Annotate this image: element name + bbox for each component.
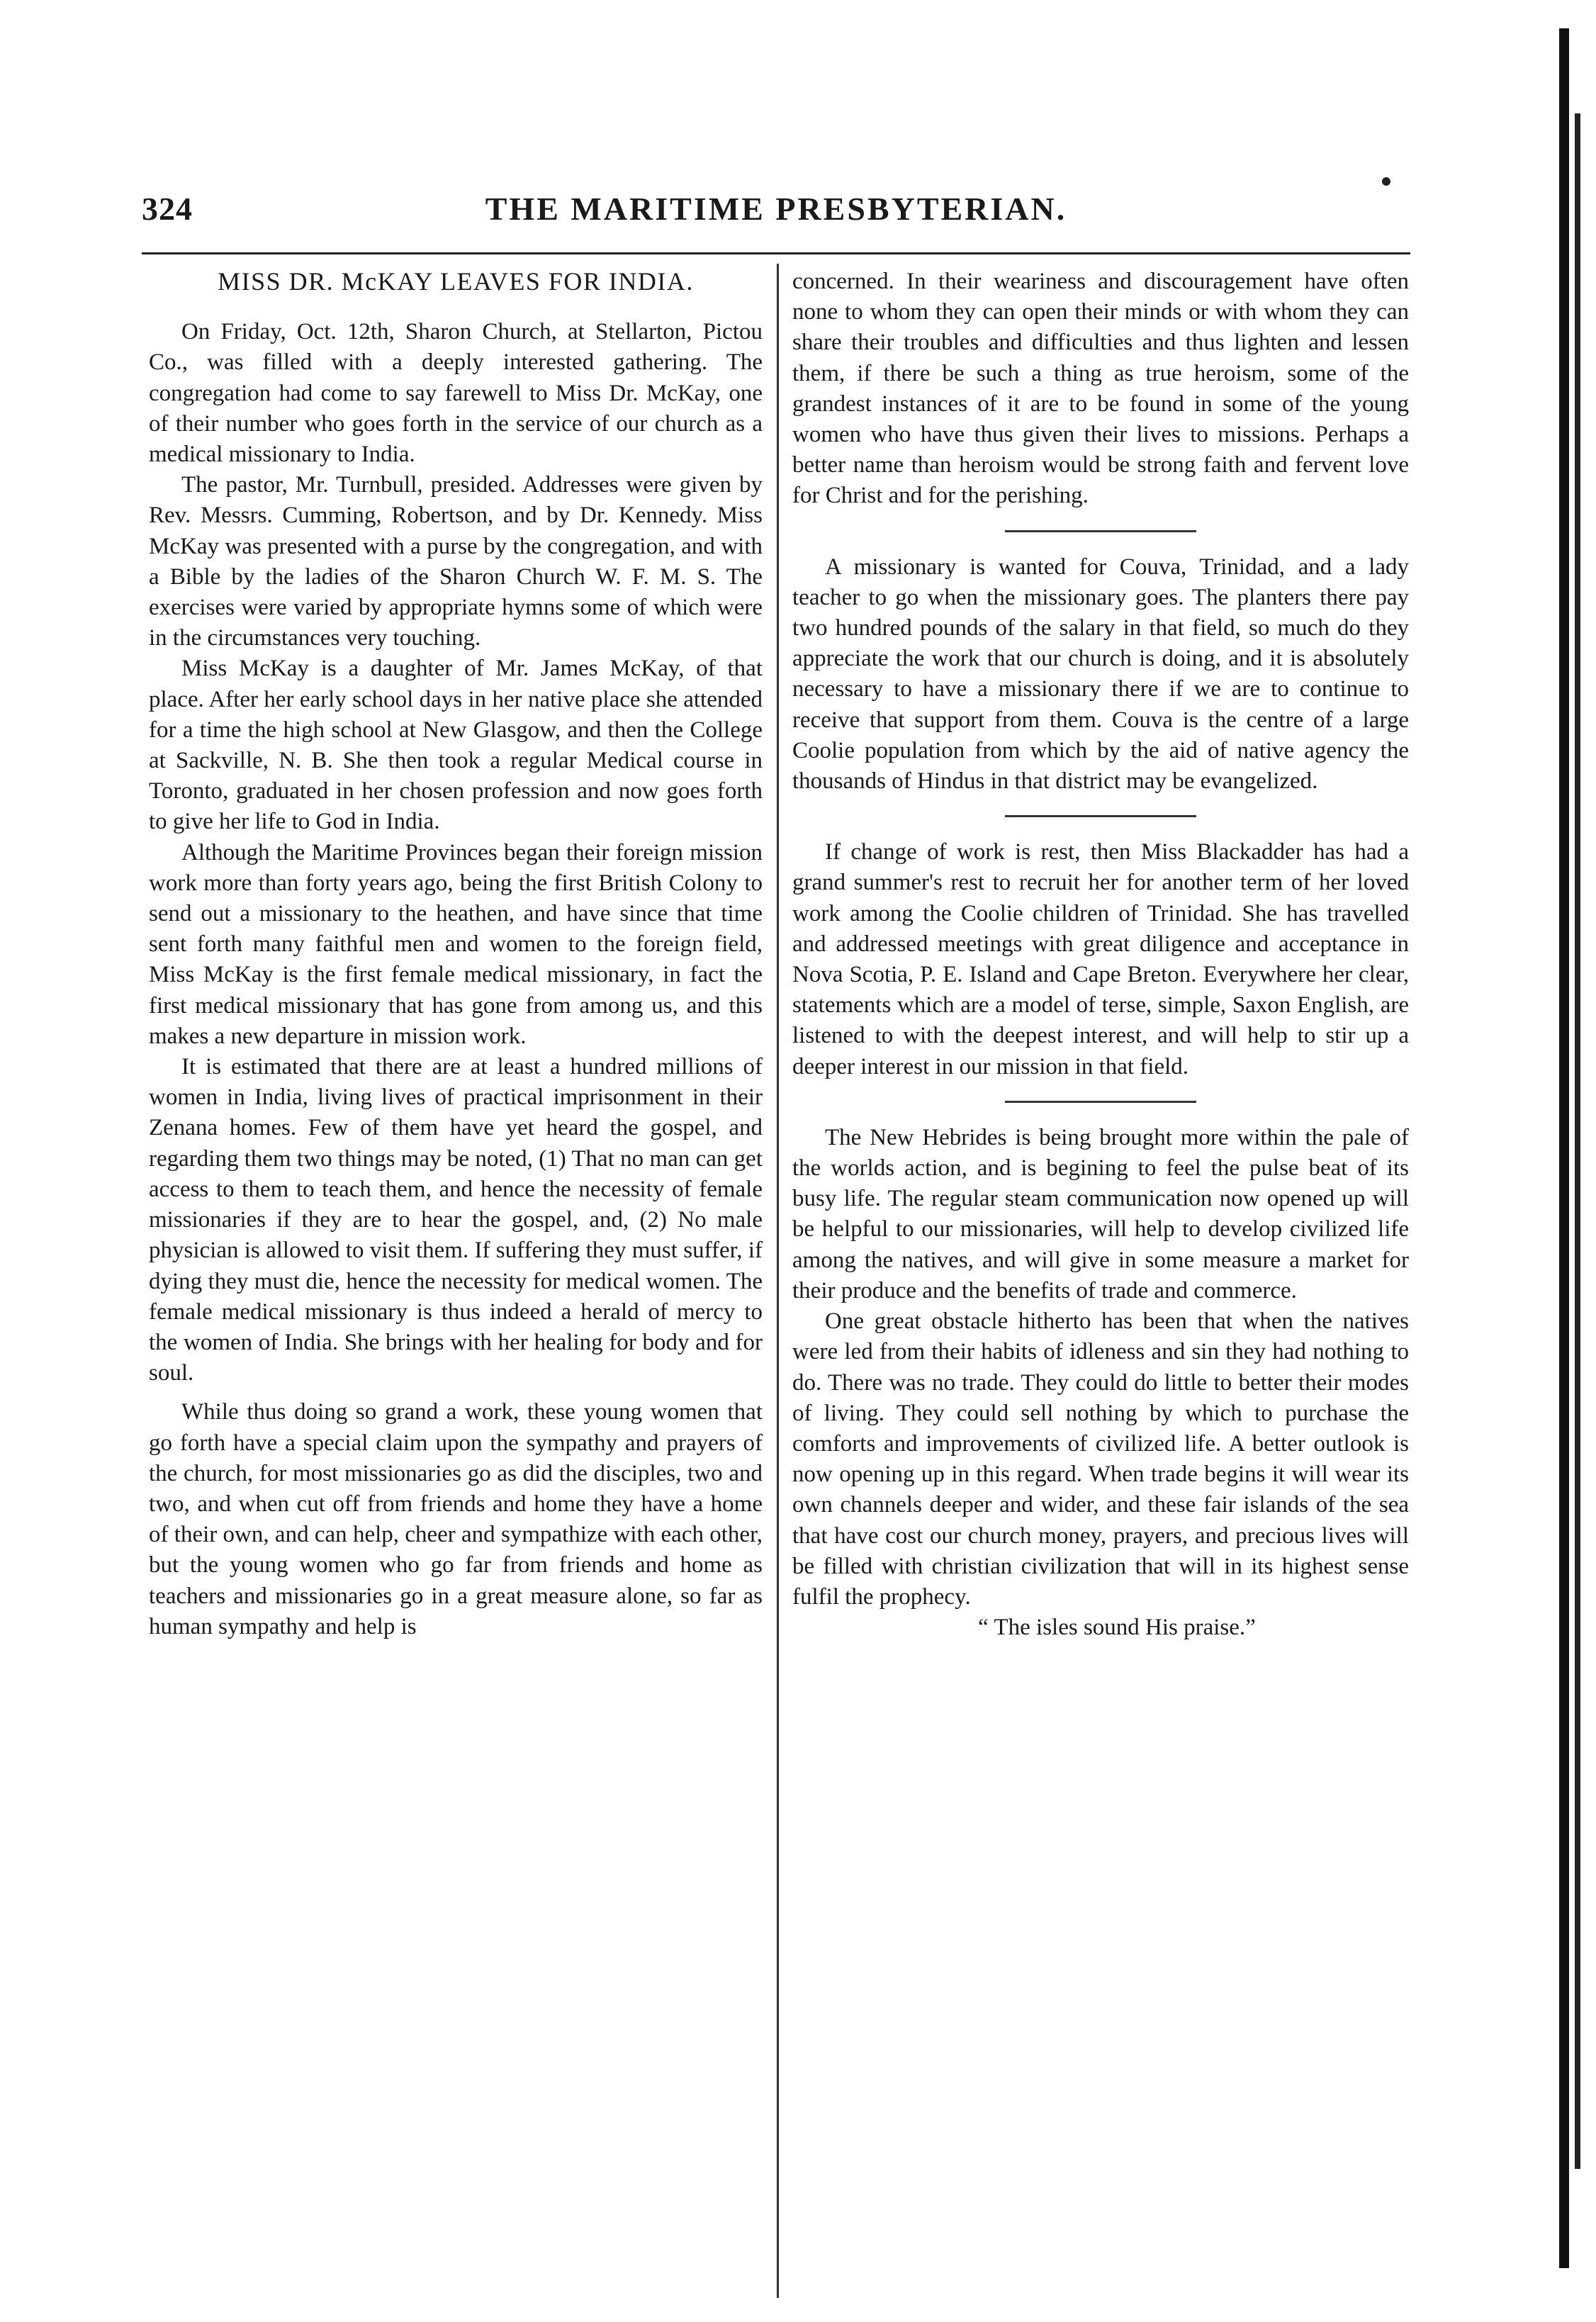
header-rule xyxy=(142,252,1410,254)
article-paragraph: While thus doing so grand a work, these young women that go forth have a special claim upon the sympathy and prayers of the church, for most missionaries go as did the disciples, two and two, and when cut off from friends and home they have a home of their own, and can help, cheer and sympathize with each other, but the young women who go far from friends and home as teachers and missionaries go in a great measure alone, so far as human sympathy and help is xyxy=(149,1399,763,1639)
page-edge-shadow xyxy=(1559,28,1569,2268)
left-column xyxy=(149,267,763,1642)
couva-item: A missionary is wanted for Couva, Trinidad, and a lady teacher to go when the missionary goes. The planters there pay two hundred pounds of the salary in that field, so much do they appreciate the work that our church is doing, and it is absolutely necessary to have a missionary there if we are to continue to receive that support from them. Couva is the centre of a large Coolie population from which by the aid of native agency the thousands of Hindus in that district may be evangelized. xyxy=(792,554,1409,795)
journal-title: THE MARITIME PRESBYTERIAN. xyxy=(485,191,1067,227)
print-speck xyxy=(1382,177,1390,186)
page-header xyxy=(142,190,1410,240)
section-rule xyxy=(1005,530,1196,532)
section-rule xyxy=(1005,1101,1196,1103)
column-divider xyxy=(777,264,779,2298)
article-paragraph: It is estimated that there are at least a hundred millions of women in India, living lives of practical imprisonment in their Zenana homes. Few of them have yet heard the gospel, and regarding them two things may be noted, (1) That no man can get access to them to teach them, and hence the necessity of female missionaries if they are to hear the gospel, and, (2) No male physician is allowed to visit them. If suffering they must suffer, if dying they must die, hence the necessity for medical women. The female medical missionary is thus indeed a herald of mercy to the women of India. She brings with her healing for body and for soul. xyxy=(149,1054,763,1386)
article-title: MISS DR. McKAY LEAVES FOR INDIA. xyxy=(218,267,694,296)
article-paragraph: Although the Maritime Provinces began their foreign mission work more than forty years ago, being the first British Colony to send out a missionary to the heathen, and have since that time sent forth many faithful men and women to the foreign field, Miss McKay is the first female medical missionary, in fact the first medical missionary that has gone from among us, and this makes a new departure in mission work. xyxy=(149,839,763,1049)
page-edge-shadow-inner xyxy=(1575,113,1580,2169)
hebrides-paragraph: The New Hebrides is being brought more within the pale of the worlds action, and is begining to feel the pulse beat of its busy life. The regular steam communication now opened up will be helpful to our missionaries, will help to develop civilized life among the natives, and will give in some measure a market for their produce and the benefits of trade and commerce. xyxy=(792,1124,1409,1303)
article-paragraph: On Friday, Oct. 12th, Sharon Church, at Stellarton, Pictou Co., was filled with a deeply interested gathering. The congregation had come to say farewell to Miss Dr. McKay, one of their number who goes forth in the service of our church as a medical missionary to India. xyxy=(149,319,763,468)
article-paragraph: The pastor, Mr. Turnbull, presided. Addresses were given by Rev. Messrs. Cumming, Robertson, and by Dr. Kennedy. Miss McKay was presented with a purse by the congregation, and with a Bible by the ladies of the Sharon Church W. F. M. S. The exercises were varied by appropriate hymns some of which were in the circumstances very touching. xyxy=(149,472,763,651)
closing-quote: “ The isles sound His praise.” xyxy=(978,1615,1256,1641)
blackadder-item: If change of work is rest, then Miss Blackadder has had a grand summer's rest to recruit her for another term of her loved work among the Coolie children of Trinidad. She has travelled and addressed meetings with great diligence and acceptance in Nova Scotia, P. E. Island and Cape Breton. Everywhere her clear, statements which are a model of terse, simple, Saxon English, are listened to with the deepest interest, and will help to stir up a deeper interest in our mission in that field. xyxy=(792,839,1409,1079)
section-rule xyxy=(1005,815,1196,817)
right-column xyxy=(792,267,1409,1643)
article-paragraph: Miss McKay is a daughter of Mr. James McKay, of that place. After her early school days in her native place she attended for a time the high school at New Glasgow, and then the College at Sackville, N. B. She then took a regular Medical course in Toronto, graduated in her chosen profession and now goes forth to give her life to God in India. xyxy=(149,656,763,835)
page-number: 324 xyxy=(142,191,193,227)
hebrides-paragraph: One great obstacle hitherto has been that when the natives were led from their habits of idleness and sin they had nothing to do. There was no trade. They could do little to better their modes of living. They could sell nothing by which to purchase the comforts and improvements of civilized life. A better outlook is now opening up in this regard. When trade begins it will wear its own channels deeper and wider, and these fair islands of the sea that have cost our church money, prayers, and precious lives will be filled with christian civilization that will in its highest sense fulfil the prophecy. xyxy=(792,1308,1409,1610)
continued-paragraph: concerned. In their weariness and discouragement have often none to whom they can open their minds or with whom they can share their troubles and difficulties and thus lighten and lessen them, if there be such a thing as true heroism, some of the grandest instances of it are to be found in some of the young women who have thus given their lives to missions. Perhaps a better name than heroism would be strong faith and fervent love for Christ and for the perishing. xyxy=(792,269,1409,509)
